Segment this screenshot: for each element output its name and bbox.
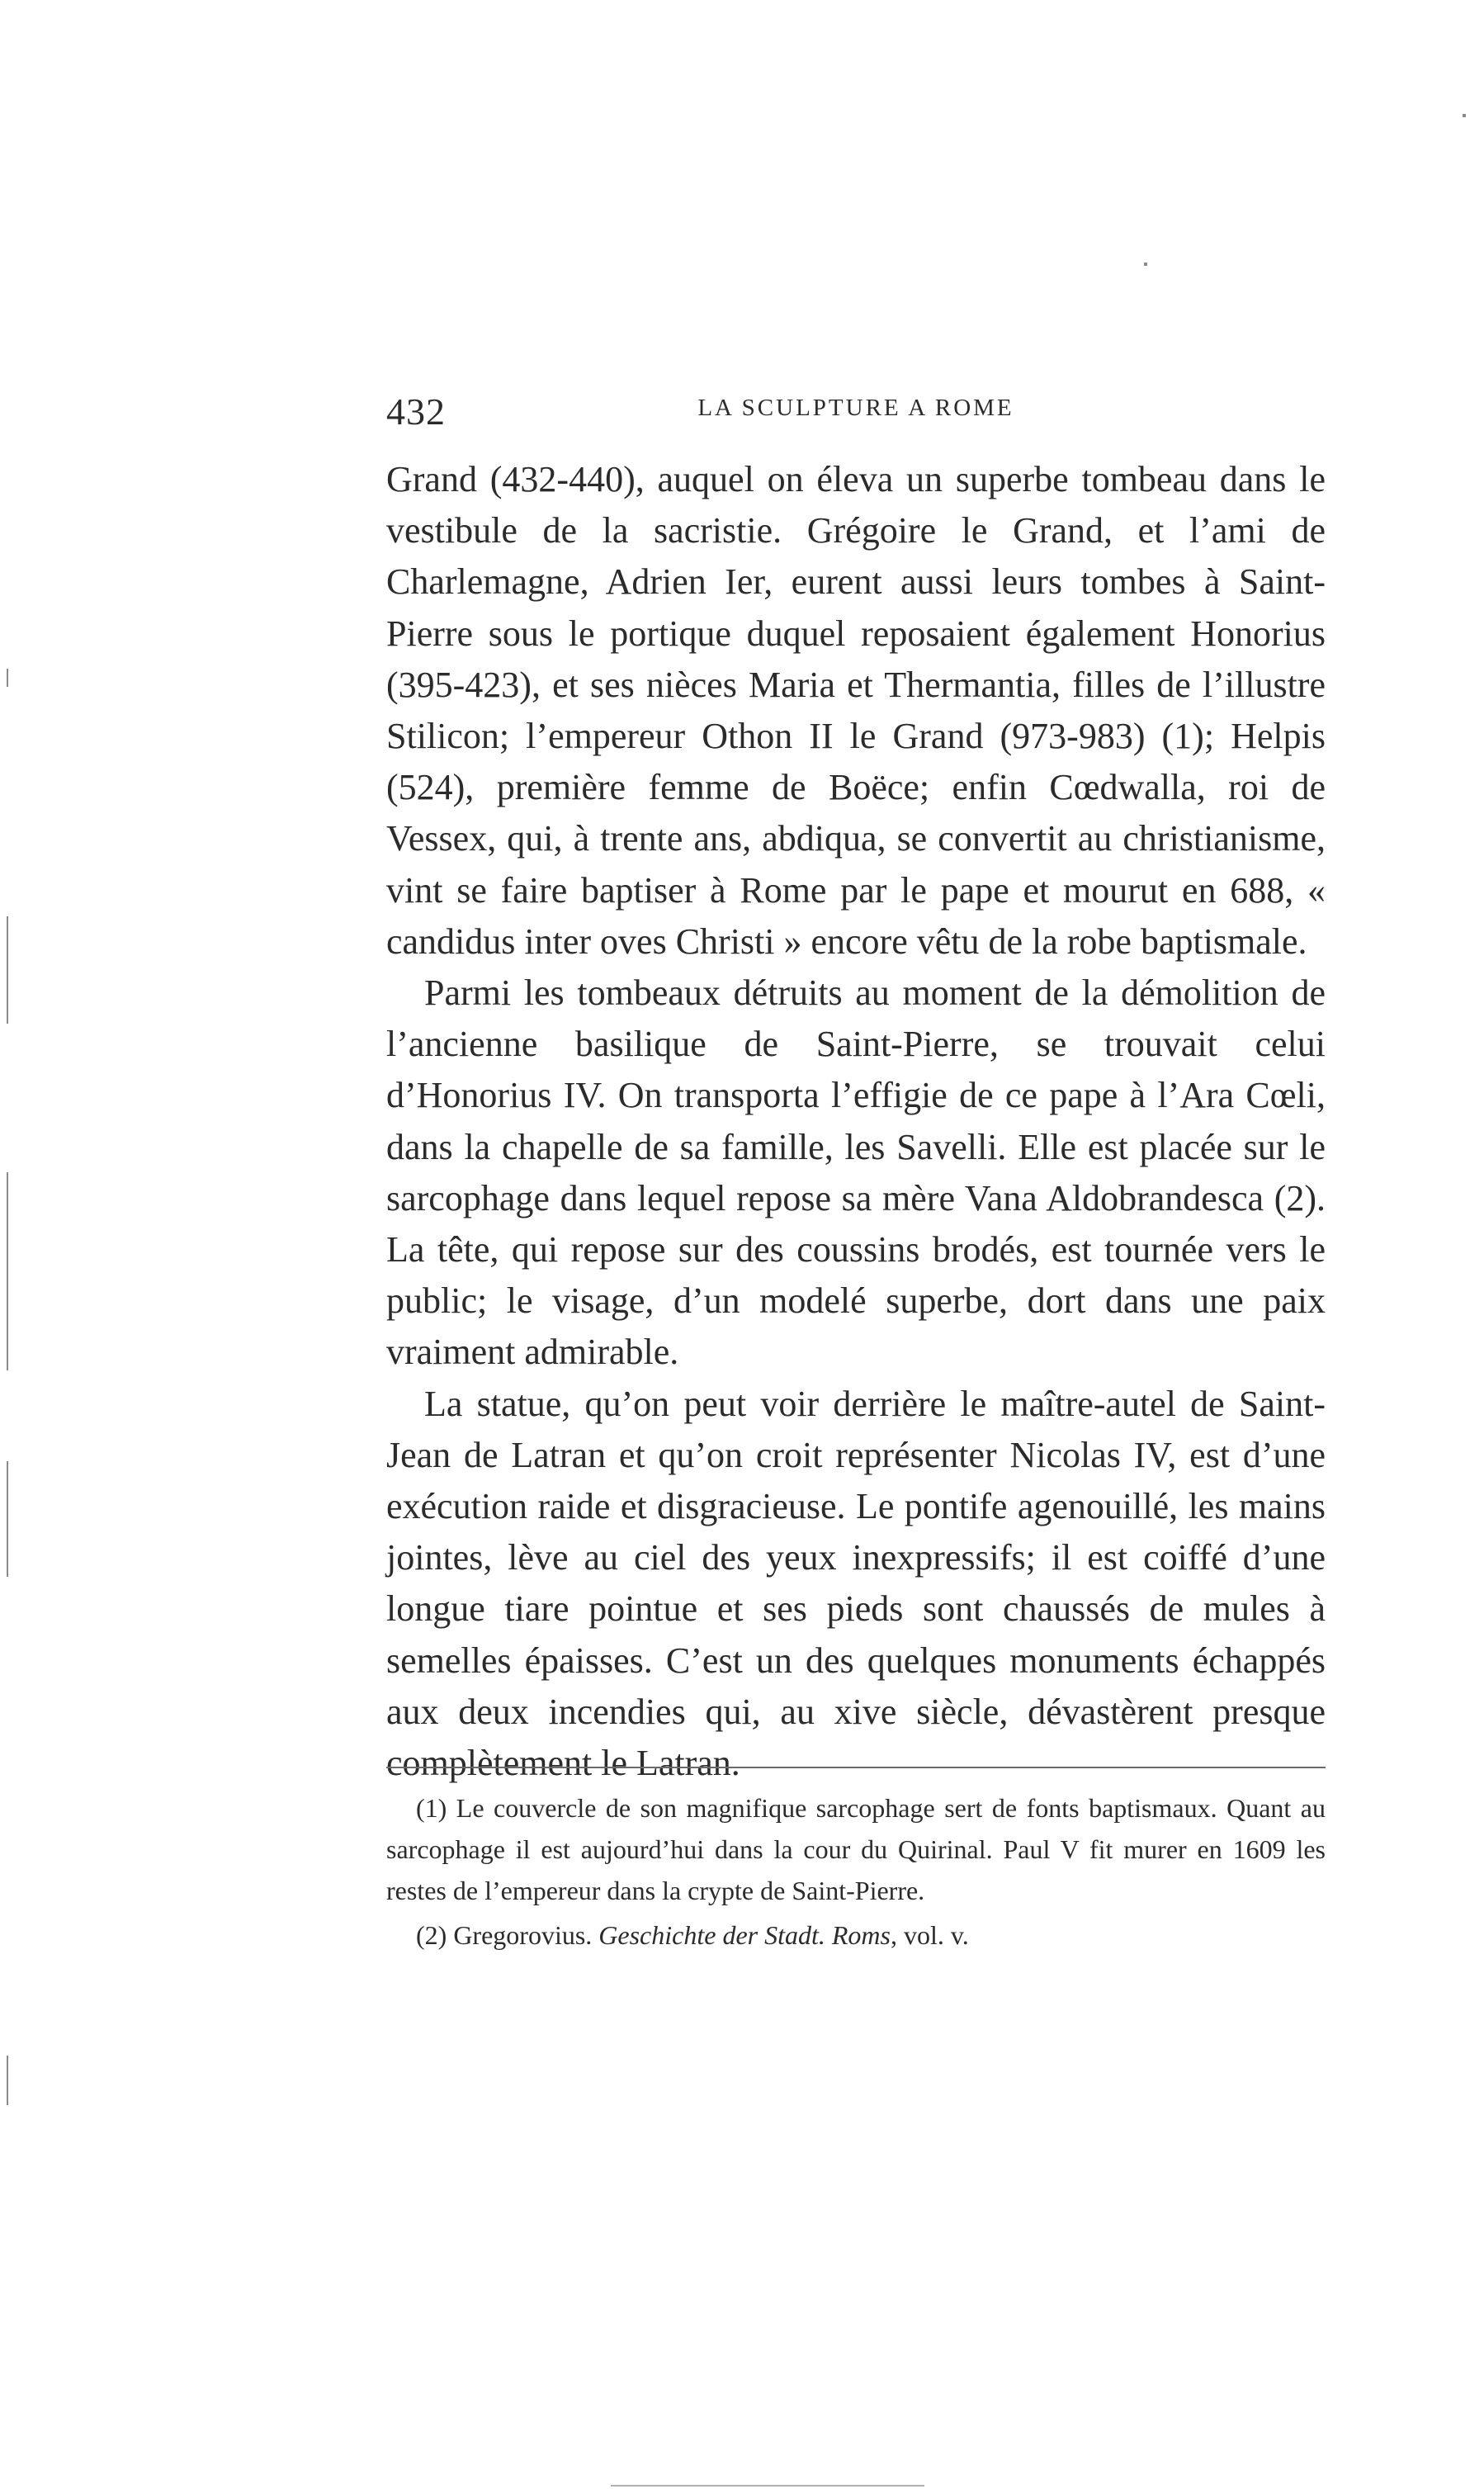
running-title: LA SCULPTURE A ROME xyxy=(697,395,1014,421)
scan-artifact xyxy=(1144,263,1147,266)
scan-artifact xyxy=(611,2485,924,2487)
footnote-2 xyxy=(386,1914,1326,1956)
scan-artifact xyxy=(7,1461,8,1577)
scan-artifact xyxy=(7,916,8,1024)
page-number: 432 xyxy=(386,390,446,433)
running-head xyxy=(386,390,1326,439)
scan-artifact xyxy=(1463,114,1466,117)
footnote-2-suffix: , vol. v. xyxy=(890,1920,969,1950)
paragraph-2: Parmi les tombeaux détruits au moment de la démolition de l’ancienne basilique de Saint-Pierre, se trouvait celui d’Honorius IV. On transporta l’effigie de ce pape à l’Ara Cœli, dans la chapelle de sa famille, les Savelli. Elle est placée sur le sarcophage dans lequel repose sa mère Vana Aldobrandesca (2). La tête, qui repose sur des coussins brodés, est tournée vers le public; le visage, d’un modelé superbe, dort dans une paix vraiment admirable. xyxy=(386,972,1326,1373)
scan-artifact xyxy=(7,1172,8,1370)
footnote-1: (1) Le couvercle de son magnifique sarcophage sert de fonts baptismaux. Quant au sarcophage il est aujourd’hui dans la cour du Quirinal. Paul V fit murer en 1609 les restes de l’empereur dans la crypte de Saint-Pierre. xyxy=(386,1793,1326,1905)
footnotes xyxy=(386,1787,1326,1956)
main-text xyxy=(386,454,1326,1789)
footnote-divider xyxy=(386,1767,1326,1768)
paragraph-3: La statue, qu’on peut voir derrière le maître-autel de Saint-Jean de Latran et qu’on croit représenter Nicolas IV, est d’une exécution raide et disgracieuse. Le pontife agenouillé, les mains jointes, lève au ciel des yeux inexpressifs; il est coiffé d’une longue tiare pointue et ses pieds sont chaussés de mules à semelles épaisses. C’est un des quelques monuments échappés aux deux incendies qui, au xive siècle, dévastèrent presque complètement le Latran. xyxy=(386,1383,1326,1784)
scan-artifact xyxy=(7,669,8,687)
scan-artifact xyxy=(7,2056,8,2105)
footnote-2-prefix: (2) Gregorovius. xyxy=(416,1920,599,1950)
paragraph-1: Grand (432-440), auquel on éleva un superbe tombeau dans le vestibule de la sacristie. Grégoire le Grand, et l’ami de Charlemagne, Adrien Ier, eurent aussi leurs tombes à Saint-Pierre sous le portique duquel reposaient également Honorius (395-423), et ses nièces Maria et Thermantia, filles de l’illustre Stilicon; l’empereur Othon II le Grand (973-983) (1); Helpis (524), première femme de Boëce; enfin Cœdwalla, roi de Vessex, qui, à trente ans, abdiqua, se convertit au christianisme, vint se faire baptiser à Rome par le pape et mourut en 688, « candidus inter oves Christi » encore vêtu de la robe baptismale. xyxy=(386,459,1326,962)
footnote-2-title: Geschichte der Stadt. Roms xyxy=(598,1920,891,1950)
